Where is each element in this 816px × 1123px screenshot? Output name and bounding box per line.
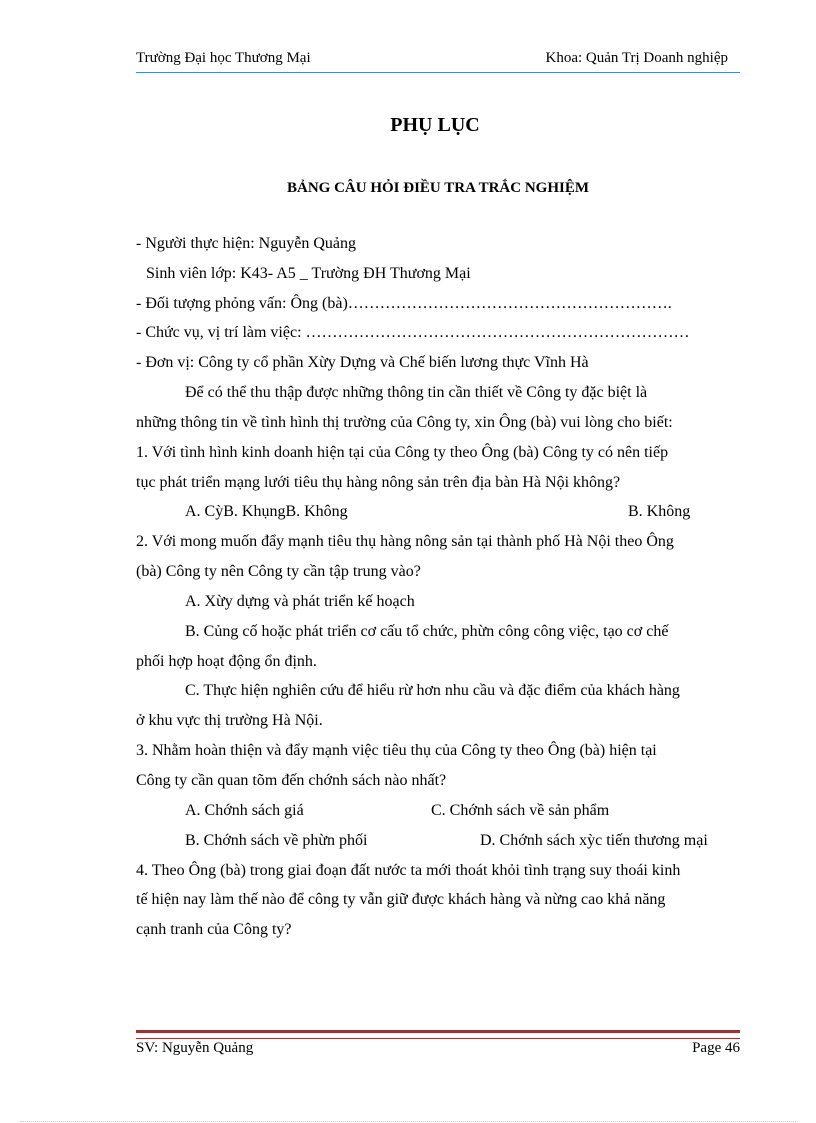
header-university: Trường Đại học Thương Mại [136,50,311,66]
question-3-line-1: 3. Nhằm hoàn thiện và đẩy mạnh việc tiêu thụ của Công ty theo Ông (bà) hiện tại [136,742,657,759]
question-3-line-2: Công ty cần quan tõm đến chớnh sách nào nhất? [136,772,447,789]
question-2-line-2: (bà) Công ty nên Công ty cần tập trung vào? [136,563,421,580]
page-subtitle: BẢNG CÂU HỎI ĐIỀU TRA TRẮC NGHIỆM [287,180,589,196]
question-1-line-2: tục phát triển mạng lưới tiêu thụ hàng nông sản trên địa bàn Hà Nội không? [136,474,621,491]
question-3-option-b: B. Chớnh sách về phừn phối [185,832,368,849]
line-unit: - Đơn vị: Công ty cổ phần Xừy Dựng và Chế biến lương thực Vĩnh Hà [136,354,589,371]
intro-line-1: Để có thể thu thập được những thông tin cần thiết về Công ty đặc biệt là [185,384,648,401]
question-2-line-1: 2. Với mong muốn đẩy mạnh tiêu thụ hàng nông sản tại thành phố Hà Nội theo Ông [136,533,674,550]
page-title: PHỤ LỤC [390,114,480,136]
line-author: - Người thực hiện: Nguyễn Quảng [136,235,356,252]
question-2-option-c-line-1: C. Thực hiện nghiên cứu để hiểu rừ hơn nhu cầu và đặc điểm của khách hàng [185,682,680,699]
header-faculty: Khoa: Quản Trị Doanh nghiệp [545,50,728,66]
intro-line-2: những thông tin về tình hình thị trường của Công ty, xin Ông (bà) vui lòng cho biết: [136,414,673,431]
question-1-option-a: A. CỳB. KhụngB. Không [185,503,348,520]
footer-student: SV: Nguyễn Quảng [136,1040,254,1056]
question-4-line-3: cạnh tranh của Công ty? [136,921,292,938]
page-header [136,50,740,73]
question-2-option-b-line-1: B. Củng cố hoặc phát triển cơ cấu tổ chức, phừn công công việc, tạo cơ chế [185,623,669,640]
question-4-line-1: 4. Theo Ông (bà) trong giai đoạn đất nước ta mới thoát khỏi tình trạng suy thoái kinh [136,862,681,879]
question-3-option-a: A. Chớnh sách giá [185,802,304,819]
line-position: - Chức vụ, vị trí làm việc: ……………………………………………………………… [136,324,690,341]
question-1-line-1: 1. Với tình hình kinh doanh hiện tại của Công ty theo Ông (bà) Công ty có nên tiếp [136,444,669,461]
question-1-option-b: B. Không [628,503,691,520]
question-2-option-c-line-2: ở khu vực thị trường Hà Nội. [136,712,323,729]
question-2-option-b-line-2: phối hợp hoạt động ổn định. [136,653,317,670]
question-3-option-d: D. Chớnh sách xỳc tiến thương mại [480,832,708,849]
line-class: Sinh viên lớp: K43- A5 _ Trường ĐH Thương Mại [146,265,471,282]
page-bottom-border [20,1121,796,1122]
question-4-line-2: tế hiện nay làm thế nào để công ty vẫn giữ được khách hàng và nừng cao khả năng [136,891,666,908]
page-footer [136,1040,740,1062]
question-3-option-c: C. Chớnh sách về sản phẩm [431,802,610,819]
line-interviewee: - Đối tượng phỏng vấn: Ông (bà)……………………………………………………. [136,295,672,312]
question-2-option-a: A. Xừy dựng và phát triển kế hoạch [185,593,415,610]
footer-divider [136,1030,740,1039]
footer-page-number: Page 46 [692,1040,740,1056]
